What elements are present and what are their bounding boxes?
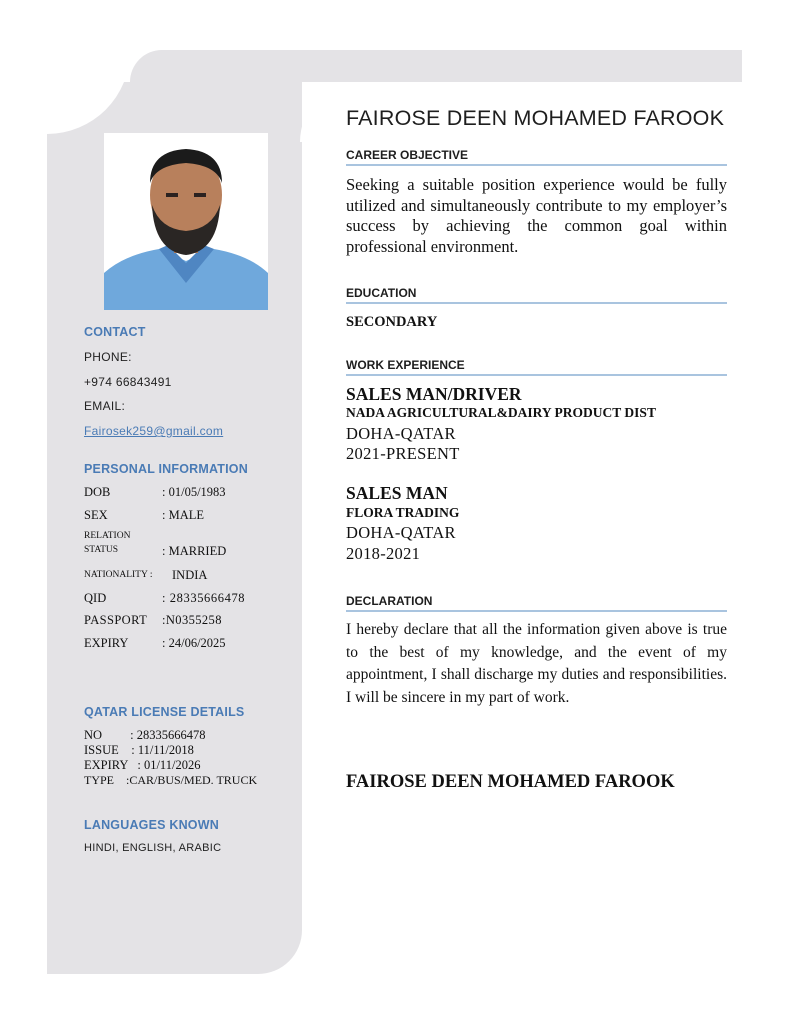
sex-value: : MALE: [162, 508, 205, 522]
nationality-value: INDIA: [172, 568, 208, 582]
candidate-name: FAIROSE DEEN MOHAMED FAROOK: [346, 106, 725, 130]
career-heading: CAREER OBJECTIVE: [346, 148, 469, 162]
personal-info-heading: PERSONAL INFORMATION: [84, 462, 248, 476]
job-company: NADA AGRICULTURAL&DAIRY PRODUCT DIST: [346, 405, 656, 420]
email-label: EMAIL:: [84, 399, 126, 413]
sex-label: SEX: [84, 508, 108, 522]
education-divider: [346, 302, 727, 304]
career-text: Seeking a suitable position experience would be fully utilized and simultaneously contribute to my employer’s success by achieving the common goal within professional environment.: [346, 175, 727, 256]
expiry-label: EXPIRY: [84, 636, 129, 650]
declaration-heading: DECLARATION: [346, 594, 433, 608]
dob-value: : 01/05/1983: [162, 485, 226, 499]
profile-photo: [104, 133, 268, 310]
job-title: SALES MAN: [346, 483, 448, 503]
job-period: 2018-2021: [346, 544, 421, 563]
license-issue: ISSUE : 11/11/2018: [84, 743, 194, 757]
job-title: SALES MAN/DRIVER: [346, 384, 522, 404]
contact-heading: CONTACT: [84, 325, 146, 339]
languages-list: HINDI, ENGLISH, ARABIC: [84, 842, 222, 854]
job-period: 2021-PRESENT: [346, 444, 460, 463]
passport-value: :N0355258: [162, 613, 222, 627]
license-type: TYPE :CAR/BUS/MED. TRUCK: [84, 773, 258, 787]
nationality-label: NATIONALITY :: [84, 570, 153, 580]
declaration-text: I hereby declare that all the information given above is true to the best of my knowledge, and the event of my appointment, I shall discharge my duties and responsibilities. I will be sincere in my part of work.: [346, 621, 727, 706]
passport-label: PASSPORT: [84, 613, 148, 627]
job-location: DOHA-QATAR: [346, 424, 456, 443]
phone-label: PHONE:: [84, 350, 132, 364]
work-heading: WORK EXPERIENCE: [346, 358, 465, 372]
dob-label: DOB: [84, 485, 111, 499]
license-expiry: EXPIRY : 01/11/2026: [84, 758, 201, 772]
languages-heading: LANGUAGES KNOWN: [84, 818, 219, 832]
email-link[interactable]: Fairosek259@gmail.com: [84, 424, 224, 438]
relation-value: : MARRIED: [162, 544, 227, 558]
relation-label-1: RELATION: [84, 531, 131, 541]
header-band: [130, 50, 742, 82]
license-heading: QATAR LICENSE DETAILS: [84, 705, 245, 719]
phone-value: +974 66843491: [84, 375, 172, 389]
qid-value: : 28335666478: [162, 591, 246, 605]
qid-label: QID: [84, 591, 107, 605]
career-divider: [346, 164, 727, 166]
job-company: FLORA TRADING: [346, 505, 460, 520]
job-location: DOHA-QATAR: [346, 523, 456, 542]
signature-name: FAIROSE DEEN MOHAMED FAROOK: [346, 772, 675, 792]
relation-label-2: STATUS: [84, 545, 119, 555]
work-divider: [346, 374, 727, 376]
declaration-divider: [346, 610, 727, 612]
expiry-value: : 24/06/2025: [162, 636, 226, 650]
education-level: SECONDARY: [346, 314, 438, 330]
education-heading: EDUCATION: [346, 286, 417, 300]
license-no: NO : 28335666478: [84, 728, 206, 742]
